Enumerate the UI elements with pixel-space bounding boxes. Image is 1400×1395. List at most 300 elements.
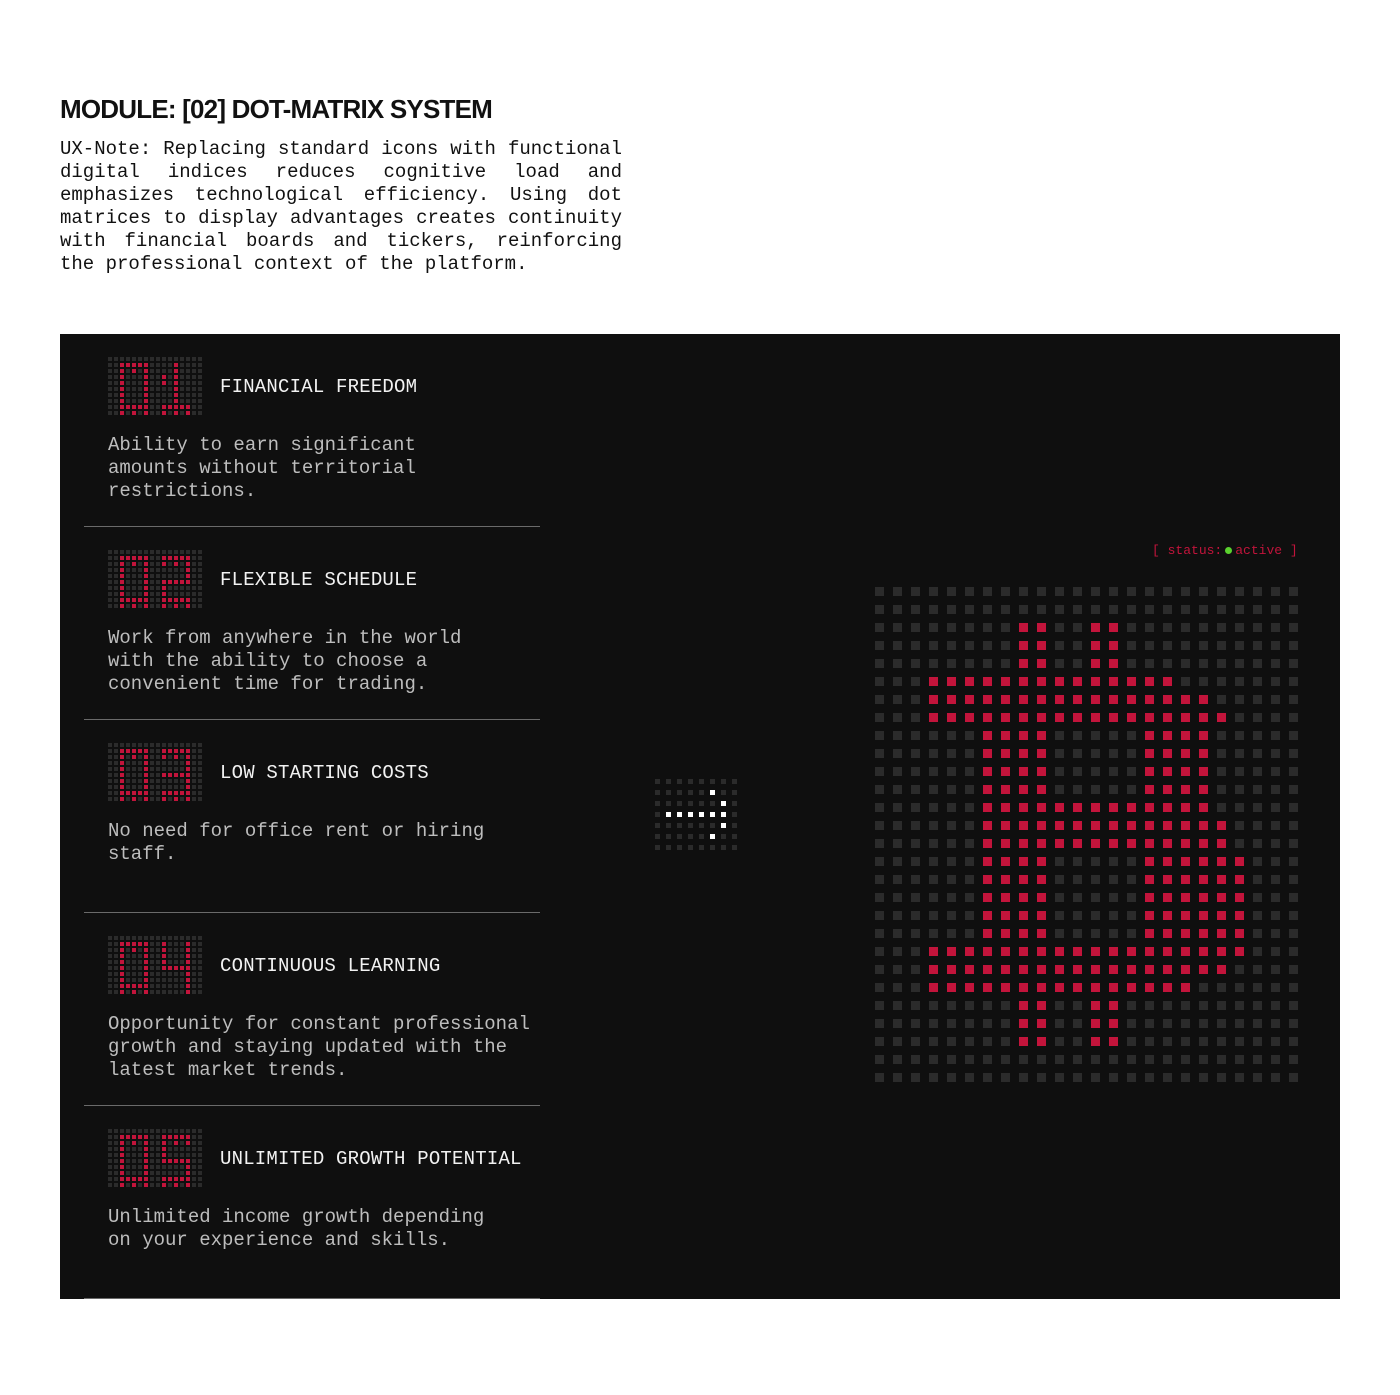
dot-on xyxy=(162,405,166,409)
dot-off xyxy=(156,562,160,566)
feature-item-unlimited-growth[interactable] xyxy=(84,1106,540,1299)
dot-off xyxy=(180,568,184,572)
dot-off xyxy=(1055,929,1064,938)
dot-off xyxy=(180,387,184,391)
dot-off xyxy=(1055,1073,1064,1082)
dot-off xyxy=(893,1073,902,1082)
dot-off xyxy=(126,773,130,777)
dot-on xyxy=(174,556,178,560)
dot-on xyxy=(132,604,136,608)
dot-on xyxy=(144,562,148,566)
dot-off xyxy=(132,586,136,590)
dot-on xyxy=(144,948,148,952)
dot-off xyxy=(138,954,142,958)
dot-on xyxy=(1199,821,1208,830)
dot-off xyxy=(911,623,920,632)
dot-on xyxy=(1091,1001,1100,1010)
dot-off xyxy=(198,767,202,771)
dot-off xyxy=(108,1147,112,1151)
dot-off xyxy=(1253,677,1262,686)
dot-on xyxy=(1199,947,1208,956)
dot-off xyxy=(108,586,112,590)
dot-off xyxy=(1289,695,1298,704)
dot-off xyxy=(126,1165,130,1169)
dot-off xyxy=(1145,641,1154,650)
dot-off xyxy=(1199,1037,1208,1046)
dot-off xyxy=(198,375,202,379)
dot-off xyxy=(893,1019,902,1028)
dot-on xyxy=(1145,767,1154,776)
dot-off xyxy=(126,399,130,403)
dot-off xyxy=(126,954,130,958)
dot-off xyxy=(198,1147,202,1151)
dot-off xyxy=(965,821,974,830)
dot-on xyxy=(1163,785,1172,794)
dot-off xyxy=(114,797,118,801)
dot-on xyxy=(1217,911,1226,920)
dot-off xyxy=(1127,1073,1136,1082)
dot-on xyxy=(983,893,992,902)
dot-on xyxy=(1235,911,1244,920)
dot-on xyxy=(1001,695,1010,704)
dot-off xyxy=(114,562,118,566)
dot-on xyxy=(929,677,938,686)
dot-off xyxy=(1289,749,1298,758)
dot-off xyxy=(1199,641,1208,650)
dot-on xyxy=(1019,785,1028,794)
dot-off xyxy=(108,797,112,801)
dot-on xyxy=(1145,911,1154,920)
dot-on xyxy=(174,966,178,970)
dot-off xyxy=(1289,839,1298,848)
dot-off xyxy=(677,823,682,828)
dot-off xyxy=(1163,1055,1172,1064)
dot-off xyxy=(1091,605,1100,614)
dot-on xyxy=(144,749,148,753)
dot-off xyxy=(893,1055,902,1064)
dot-off xyxy=(168,1147,172,1151)
dot-on xyxy=(1073,839,1082,848)
dot-off xyxy=(655,790,660,795)
dot-off xyxy=(1055,767,1064,776)
dot-off xyxy=(126,960,130,964)
dot-off xyxy=(138,411,142,415)
dot-on xyxy=(1163,983,1172,992)
dot-off xyxy=(1235,677,1244,686)
dot-off xyxy=(893,875,902,884)
dot-off xyxy=(168,978,172,982)
dot-off xyxy=(875,929,884,938)
dot-off xyxy=(893,821,902,830)
dot-off xyxy=(168,363,172,367)
dot-off xyxy=(108,749,112,753)
dot-off xyxy=(1001,1037,1010,1046)
dot-off xyxy=(138,399,142,403)
dot-off xyxy=(108,1183,112,1187)
dot-on xyxy=(144,411,148,415)
dot-on xyxy=(132,363,136,367)
dot-on xyxy=(1163,893,1172,902)
dot-off xyxy=(114,755,118,759)
dot-off xyxy=(114,1153,118,1157)
dot-on xyxy=(144,966,148,970)
dot-off xyxy=(655,845,660,850)
dot-off xyxy=(198,1165,202,1169)
dot-off xyxy=(150,363,154,367)
dot-off xyxy=(1163,1019,1172,1028)
dot-off xyxy=(144,936,148,940)
dot-off xyxy=(1289,965,1298,974)
dot-off xyxy=(947,641,956,650)
dot-on xyxy=(1109,965,1118,974)
dot-off xyxy=(1127,911,1136,920)
dot-off xyxy=(875,821,884,830)
dot-on xyxy=(1037,1019,1046,1028)
dot-off xyxy=(1163,1001,1172,1010)
dot-on xyxy=(120,1153,124,1157)
dot-off xyxy=(1235,1001,1244,1010)
dot-on xyxy=(144,399,148,403)
dot-off xyxy=(965,623,974,632)
dot-off xyxy=(192,586,196,590)
dot-off xyxy=(1235,749,1244,758)
dot-off xyxy=(180,375,184,379)
dot-off xyxy=(126,357,130,361)
dot-off xyxy=(1271,677,1280,686)
dot-off xyxy=(947,911,956,920)
dot-off xyxy=(875,857,884,866)
dot-on xyxy=(947,965,956,974)
dot-off xyxy=(929,839,938,848)
dot-on xyxy=(132,1183,136,1187)
dot-off xyxy=(138,562,142,566)
dot-off xyxy=(192,761,196,765)
dot-off xyxy=(162,972,166,976)
dot-on xyxy=(1127,965,1136,974)
dot-off xyxy=(1109,893,1118,902)
dot-off xyxy=(156,978,160,982)
dot-off xyxy=(1073,857,1082,866)
dot-off xyxy=(1199,1019,1208,1028)
dot-on xyxy=(983,731,992,740)
dot-off xyxy=(114,586,118,590)
feature-item-flexible-schedule[interactable] xyxy=(84,527,540,720)
dot-off xyxy=(1217,1055,1226,1064)
dot-off xyxy=(144,1129,148,1133)
dot-on xyxy=(138,363,142,367)
dot-on xyxy=(120,773,124,777)
dot-off xyxy=(174,586,178,590)
dot-off xyxy=(1253,821,1262,830)
dot-off xyxy=(1109,587,1118,596)
dot-off xyxy=(1055,587,1064,596)
dot-off xyxy=(192,1159,196,1163)
dot-off xyxy=(174,743,178,747)
dot-off xyxy=(138,387,142,391)
dot-off xyxy=(965,767,974,776)
dot-off xyxy=(1163,587,1172,596)
dot-off xyxy=(1199,587,1208,596)
dot-on xyxy=(174,369,178,373)
dot-off xyxy=(947,731,956,740)
dot-off xyxy=(192,791,196,795)
dot-off xyxy=(1199,605,1208,614)
feature-item-continuous-learning[interactable] xyxy=(84,913,540,1106)
dot-off xyxy=(174,550,178,554)
dot-on xyxy=(1217,893,1226,902)
dot-off xyxy=(150,960,154,964)
dot-off xyxy=(180,767,184,771)
dot-on xyxy=(1217,857,1226,866)
dot-off xyxy=(162,387,166,391)
dot-off xyxy=(168,1171,172,1175)
dot-off xyxy=(108,375,112,379)
dot-off xyxy=(132,574,136,578)
dot-on xyxy=(1019,695,1028,704)
dot-on xyxy=(120,942,124,946)
dot-off xyxy=(1181,1019,1190,1028)
dot-off xyxy=(947,1073,956,1082)
dot-off xyxy=(150,743,154,747)
dot-off xyxy=(108,568,112,572)
dot-on xyxy=(1181,839,1190,848)
dot-off xyxy=(198,556,202,560)
dot-on xyxy=(186,960,190,964)
index-01-icon xyxy=(107,356,205,418)
dot-on xyxy=(174,604,178,608)
dot-off xyxy=(174,1153,178,1157)
dot-off xyxy=(180,990,184,994)
dot-off xyxy=(168,761,172,765)
dot-off xyxy=(150,1159,154,1163)
dot-on xyxy=(120,761,124,765)
dot-on xyxy=(144,1165,148,1169)
dot-on xyxy=(983,677,992,686)
dot-off xyxy=(138,568,142,572)
dot-on xyxy=(929,713,938,722)
dot-off xyxy=(114,604,118,608)
dot-off xyxy=(911,749,920,758)
dot-on xyxy=(1001,893,1010,902)
dot-off xyxy=(198,1183,202,1187)
dot-off xyxy=(893,839,902,848)
dot-on xyxy=(120,405,124,409)
dot-on xyxy=(1037,641,1046,650)
dot-on xyxy=(186,568,190,572)
dot-off xyxy=(677,779,682,784)
dot-off xyxy=(156,1153,160,1157)
dot-off xyxy=(132,978,136,982)
dot-off xyxy=(192,785,196,789)
dot-on xyxy=(132,984,136,988)
dot-off xyxy=(1073,767,1082,776)
dot-on xyxy=(162,954,166,958)
dot-off xyxy=(947,623,956,632)
dot-on xyxy=(1235,857,1244,866)
dot-off xyxy=(114,1129,118,1133)
dot-off xyxy=(186,357,190,361)
dot-on xyxy=(120,580,124,584)
dot-on xyxy=(1199,929,1208,938)
dot-off xyxy=(947,857,956,866)
dot-on xyxy=(186,411,190,415)
dot-on xyxy=(1019,947,1028,956)
dot-off xyxy=(965,659,974,668)
dot-on xyxy=(1037,983,1046,992)
dot-off xyxy=(677,801,682,806)
dot-off xyxy=(150,604,154,608)
dot-off xyxy=(198,966,202,970)
dot-on xyxy=(1199,749,1208,758)
dot-off xyxy=(126,1129,130,1133)
dot-off xyxy=(911,893,920,902)
dot-off xyxy=(198,773,202,777)
dot-on xyxy=(1019,929,1028,938)
dot-on xyxy=(126,791,130,795)
dot-on xyxy=(144,1135,148,1139)
dot-on xyxy=(1019,677,1028,686)
dot-on xyxy=(1001,767,1010,776)
dot-on xyxy=(1001,731,1010,740)
status-bracket-open: [ xyxy=(1152,543,1160,558)
dot-on xyxy=(174,791,178,795)
dot-off xyxy=(126,411,130,415)
dot-on xyxy=(1163,911,1172,920)
dot-off xyxy=(965,893,974,902)
dot-on xyxy=(120,966,124,970)
dot-off xyxy=(1271,731,1280,740)
dot-on xyxy=(162,1153,166,1157)
dot-on xyxy=(1073,803,1082,812)
dot-on xyxy=(1109,983,1118,992)
dot-off xyxy=(186,592,190,596)
dot-off xyxy=(108,755,112,759)
dot-off xyxy=(108,1165,112,1169)
dot-on xyxy=(1001,965,1010,974)
dot-off xyxy=(156,1141,160,1145)
dot-off xyxy=(1073,1001,1082,1010)
dot-off xyxy=(180,1129,184,1133)
dot-on xyxy=(1001,749,1010,758)
dot-off xyxy=(186,1147,190,1151)
dot-off xyxy=(1289,641,1298,650)
dot-on xyxy=(1109,803,1118,812)
dot-on xyxy=(144,1153,148,1157)
dot-on xyxy=(1001,947,1010,956)
dot-off xyxy=(192,960,196,964)
dot-on xyxy=(162,598,166,602)
dot-off xyxy=(174,942,178,946)
dot-on xyxy=(1091,839,1100,848)
dot-off xyxy=(174,568,178,572)
dot-off xyxy=(1055,641,1064,650)
dot-on xyxy=(1037,677,1046,686)
dot-on xyxy=(1037,767,1046,776)
dot-off xyxy=(114,357,118,361)
dot-on xyxy=(144,592,148,596)
dot-on xyxy=(1019,1037,1028,1046)
status-label: status: xyxy=(1167,543,1223,558)
dot-off xyxy=(168,942,172,946)
dot-on xyxy=(120,797,124,801)
dot-on xyxy=(120,574,124,578)
dot-off xyxy=(114,381,118,385)
dot-off xyxy=(186,586,190,590)
dot-on xyxy=(983,713,992,722)
dot-off xyxy=(1073,659,1082,668)
dot-off xyxy=(180,381,184,385)
dot-off xyxy=(1181,1001,1190,1010)
dot-off xyxy=(893,731,902,740)
dot-on xyxy=(1127,695,1136,704)
dot-off xyxy=(1235,965,1244,974)
dot-off xyxy=(174,954,178,958)
dot-on xyxy=(180,1177,184,1181)
dot-on xyxy=(1217,839,1226,848)
dot-on xyxy=(186,1135,190,1139)
dot-on xyxy=(162,604,166,608)
dot-on xyxy=(965,677,974,686)
dot-off xyxy=(150,375,154,379)
dot-off xyxy=(108,1159,112,1163)
dot-on xyxy=(174,363,178,367)
dot-off xyxy=(108,405,112,409)
dot-on xyxy=(1163,803,1172,812)
dot-on xyxy=(144,381,148,385)
dot-off xyxy=(156,767,160,771)
dot-on xyxy=(138,1135,142,1139)
dot-on xyxy=(144,791,148,795)
dot-off xyxy=(114,369,118,373)
dot-off xyxy=(168,387,172,391)
dot-off xyxy=(192,942,196,946)
dot-off xyxy=(875,695,884,704)
dot-off xyxy=(156,743,160,747)
dot-off xyxy=(150,1153,154,1157)
dot-on xyxy=(1001,839,1010,848)
dot-on xyxy=(1019,983,1028,992)
dot-on xyxy=(144,785,148,789)
dot-off xyxy=(138,990,142,994)
dot-off xyxy=(1109,911,1118,920)
dot-off xyxy=(1001,641,1010,650)
dot-on xyxy=(168,791,172,795)
dot-off xyxy=(1271,713,1280,722)
dot-off xyxy=(1289,1073,1298,1082)
dot-off xyxy=(965,1001,974,1010)
dot-off xyxy=(1235,605,1244,614)
dot-off xyxy=(156,966,160,970)
dot-on xyxy=(162,797,166,801)
dot-off xyxy=(1271,857,1280,866)
dot-off xyxy=(156,773,160,777)
dot-on xyxy=(1019,1019,1028,1028)
feature-item-financial-freedom[interactable] xyxy=(84,334,540,527)
dot-off xyxy=(156,604,160,608)
dot-on xyxy=(1163,713,1172,722)
dot-off xyxy=(911,695,920,704)
dot-off xyxy=(1271,695,1280,704)
dot-off xyxy=(156,399,160,403)
dot-off xyxy=(186,550,190,554)
dot-on xyxy=(162,966,166,970)
feature-item-low-starting-costs[interactable] xyxy=(84,720,540,913)
dot-off xyxy=(1001,587,1010,596)
dot-on xyxy=(180,405,184,409)
dot-off xyxy=(126,1147,130,1151)
dot-off xyxy=(1127,785,1136,794)
dot-on xyxy=(120,1159,124,1163)
